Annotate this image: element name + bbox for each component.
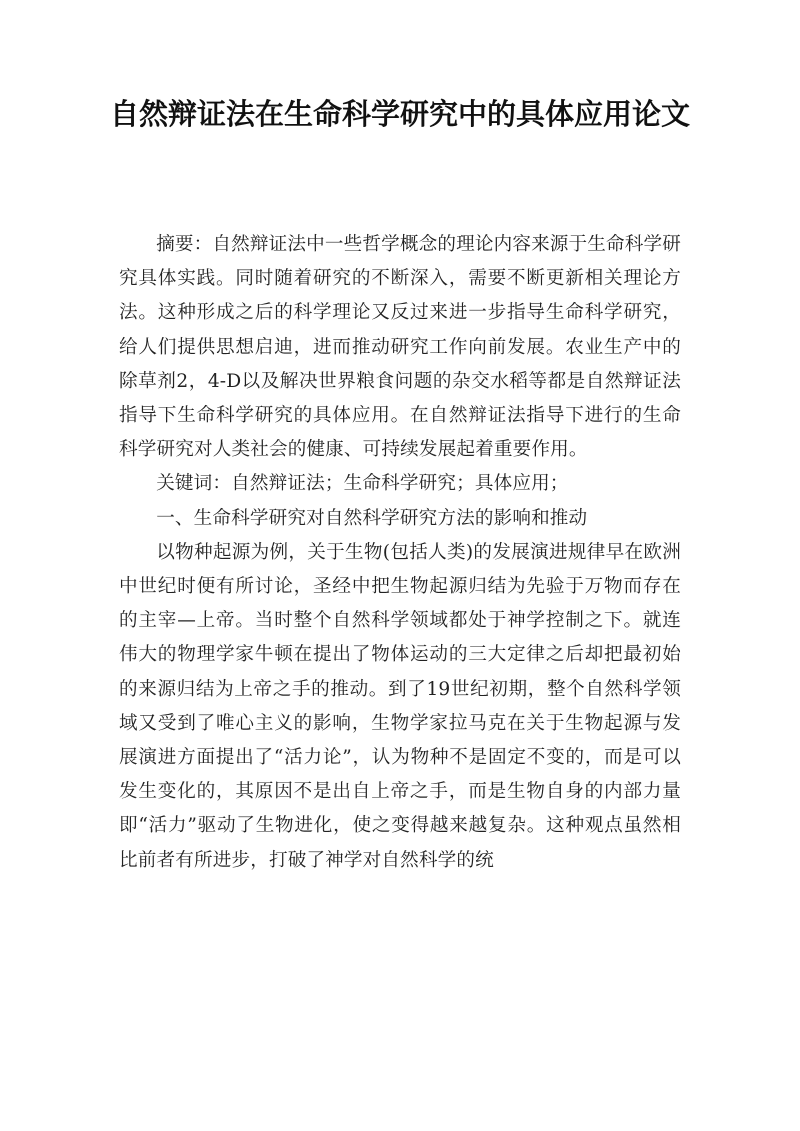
body-paragraph: 以物种起源为例，关于生物(包括人类)的发展演进规律早在欧洲中世纪时便有所讨论，圣经中把生物起源归结为先验于万物而存在的主宰—上帝。当时整个自然科学领域都处于神学控制之下。就连伟大的物理学家牛顿在提出了物体运动的三大定律之后却把最初始的来源归结为上帝之手的推动。到了19世纪初期，整个自然科学领域又受到了唯心主义的影响，生物学家拉马克在关于生物起源与发展演进方面提出了“活力论”，认为物种不是固定不变的，而是可以发生变化的，其原因不是出自上帝之手，而是生物自身的内部力量即“活力”驱动了生物进化，使之变得越来越复杂。这种观点虽然相比前者有所进步，打破了神学对自然科学的统 xyxy=(119,541,681,871)
keywords-paragraph: 关键词：自然辩证法；生命科学研究；具体应用； xyxy=(156,473,569,495)
abstract-paragraph: 摘要：自然辩证法中一些哲学概念的理论内容来源于生命科学研究具体实践。同时随着研究的不断深入，需要不断更新相关理论方法。这种形成之后的科学理论又反过来进一步指导生命科学研究，给人们提供思想启迪，进而推动研究工作向前发展。农业生产中的除草剂2，4-D以及解决世界粮食问题的杂交水稻等都是自然辩证法指导下生命科学研究的具体应用。在自然辩证法指导下进行的生命科学研究对人类社会的健康、可持续发展起着重要作用。 xyxy=(119,234,682,461)
section-heading: 一、生命科学研究对自然科学研究方法的影响和推动 xyxy=(156,507,588,529)
document-title: 自然辩证法在生命科学研究中的具体应用论文 xyxy=(109,97,690,131)
document-body xyxy=(119,228,681,878)
